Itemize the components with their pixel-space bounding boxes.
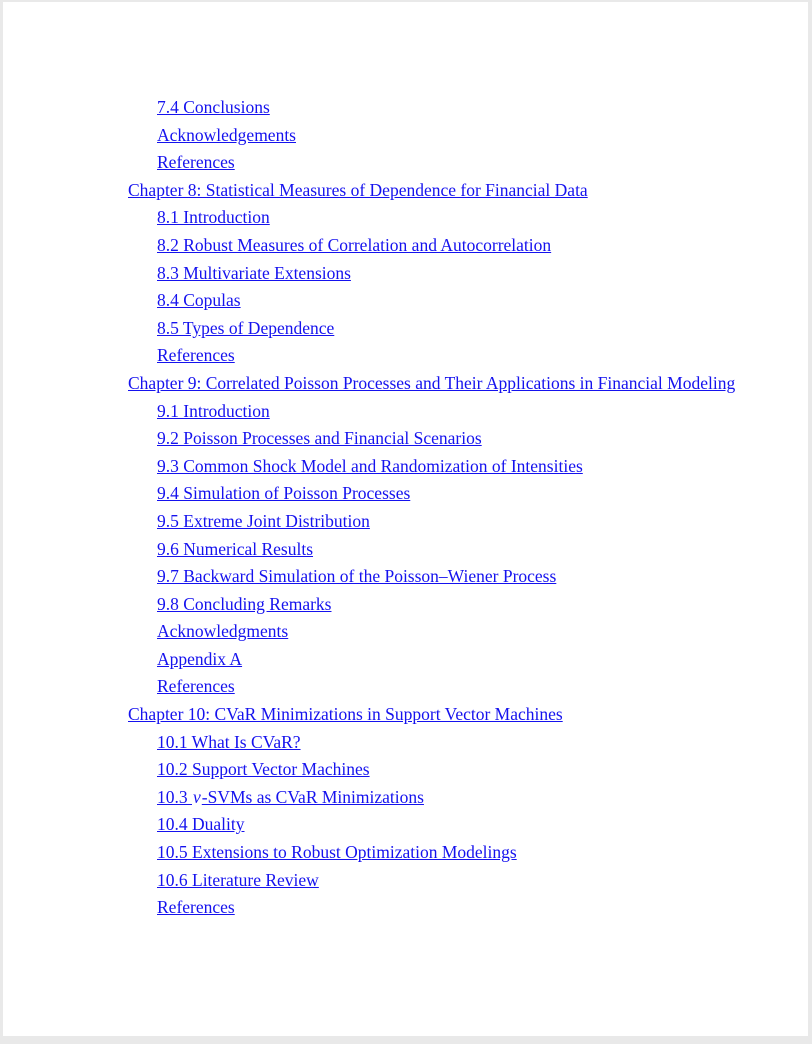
- toc-link-ch9-acknowledgments[interactable]: Acknowledgments: [157, 621, 289, 642]
- toc-entry: [157, 455, 748, 477]
- toc-link-8-3[interactable]: 8.3 Multivariate Extensions: [157, 262, 351, 283]
- toc-entry: [157, 96, 748, 118]
- toc-entry: [157, 675, 748, 697]
- toc-page: [3, 2, 808, 1036]
- toc-link-9-8[interactable]: 9.8 Concluding Remarks: [157, 593, 332, 614]
- toc-link-9-2[interactable]: 9.2 Poisson Processes and Financial Scenarios: [157, 428, 482, 449]
- toc-entry: [157, 124, 748, 146]
- toc-link-ch7-references[interactable]: References: [157, 152, 235, 173]
- toc-entry: [157, 510, 748, 532]
- toc-link-9-3[interactable]: 9.3 Common Shock Model and Randomization of Intensities: [157, 455, 583, 476]
- toc-link-9-6[interactable]: 9.6 Numerical Results: [157, 538, 314, 559]
- toc-link-8-5[interactable]: 8.5 Types of Dependence: [157, 317, 335, 338]
- toc-link-appendix-a[interactable]: Appendix A: [157, 648, 243, 669]
- toc-link-8-4[interactable]: 8.4 Copulas: [157, 290, 241, 311]
- toc-link-9-5[interactable]: 9.5 Extreme Joint Distribution: [157, 510, 370, 531]
- toc-entry: [157, 262, 748, 284]
- toc-entry: [157, 565, 748, 587]
- toc-entry: [157, 620, 748, 642]
- greek-nu-symbol: ν: [193, 786, 201, 807]
- toc-entry: [157, 869, 748, 891]
- toc-entry: [157, 151, 748, 173]
- toc-link-ch8-references[interactable]: References: [157, 345, 235, 366]
- toc-entry: [157, 813, 748, 835]
- toc-entry: [157, 786, 748, 808]
- toc-link-8-1[interactable]: 8.1 Introduction: [157, 207, 270, 228]
- toc-entry: [157, 593, 748, 615]
- toc-entry: [128, 703, 748, 725]
- toc-link-10-3-title: -SVMs as CVaR Minimizations: [201, 786, 424, 807]
- toc-link-chapter-8[interactable]: Chapter 8: Statistical Measures of Dependence for Financial Data: [128, 179, 588, 200]
- toc-link-chapter-10[interactable]: Chapter 10: CVaR Minimizations in Support Vector Machines: [128, 704, 563, 725]
- toc-entry: [128, 179, 748, 201]
- toc-entry: [157, 234, 748, 256]
- toc-entry: [157, 317, 748, 339]
- toc-link-8-2[interactable]: 8.2 Robust Measures of Correlation and Autocorrelation: [157, 234, 552, 255]
- toc-entry: [157, 758, 748, 780]
- toc-entry: [157, 648, 748, 670]
- toc-link-ch10-references[interactable]: References: [157, 897, 235, 918]
- toc-link-10-3[interactable]: [157, 787, 424, 807]
- toc-entry: [157, 538, 748, 560]
- toc-entry: [157, 289, 748, 311]
- toc-entry: [157, 344, 748, 366]
- toc-entry: [128, 372, 748, 394]
- toc-entry: [157, 731, 748, 753]
- toc-link-10-5[interactable]: 10.5 Extensions to Robust Optimization Modelings: [157, 842, 517, 863]
- toc-link-7-4-conclusions[interactable]: 7.4 Conclusions: [157, 97, 270, 117]
- toc-link-10-2[interactable]: 10.2 Support Vector Machines: [157, 759, 370, 780]
- toc-entry: [157, 400, 748, 422]
- toc-link-10-4[interactable]: 10.4 Duality: [157, 814, 245, 835]
- toc-entry: [157, 482, 748, 504]
- table-of-contents: [3, 2, 748, 919]
- toc-entry: [157, 841, 748, 863]
- toc-entry: [157, 206, 748, 228]
- toc-entry: [157, 896, 748, 918]
- toc-link-ch9-references[interactable]: References: [157, 676, 235, 697]
- toc-link-9-7[interactable]: 9.7 Backward Simulation of the Poisson–Wiener Process: [157, 566, 557, 587]
- toc-link-10-6[interactable]: 10.6 Literature Review: [157, 869, 319, 890]
- toc-link-9-4[interactable]: 9.4 Simulation of Poisson Processes: [157, 483, 411, 504]
- toc-entry: [157, 427, 748, 449]
- toc-link-chapter-9[interactable]: Chapter 9: Correlated Poisson Processes and Their Applications in Financial Modeling: [128, 372, 736, 393]
- toc-link-ch7-acknowledgements[interactable]: Acknowledgements: [157, 124, 296, 145]
- toc-link-10-1[interactable]: 10.1 What Is CVaR?: [157, 731, 301, 752]
- toc-link-9-1[interactable]: 9.1 Introduction: [157, 400, 270, 421]
- toc-link-10-3-number: 10.3: [157, 786, 192, 807]
